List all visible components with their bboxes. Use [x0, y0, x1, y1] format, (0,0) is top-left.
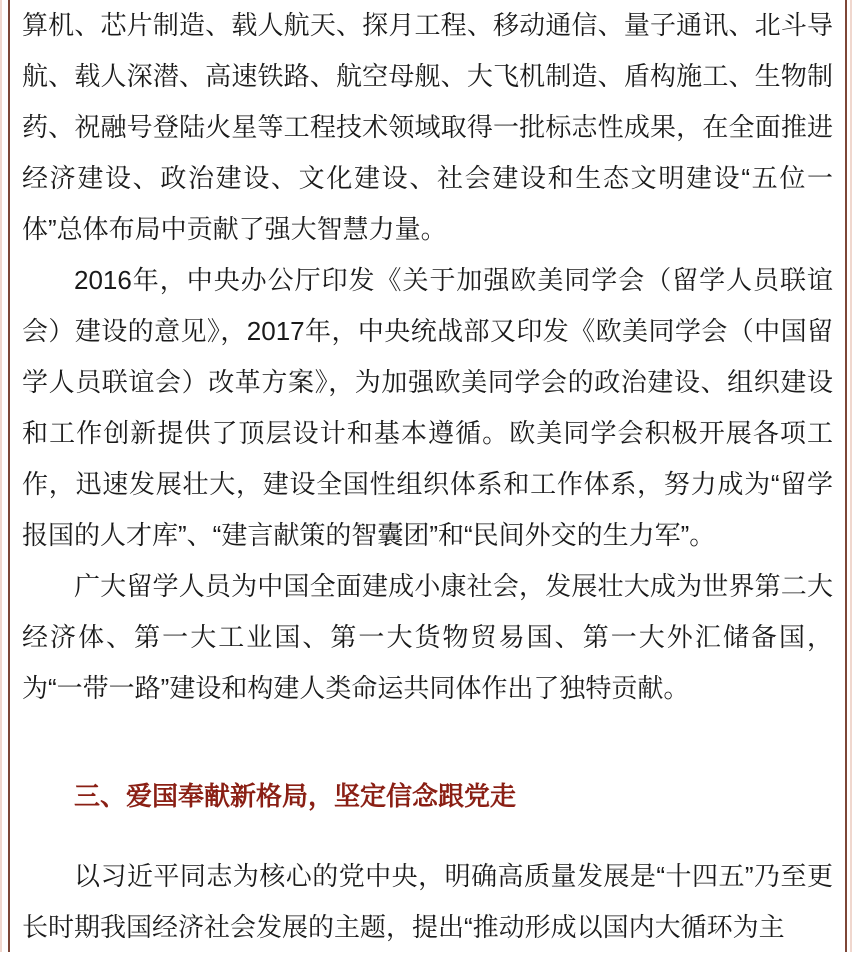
paragraph-contributions: 广大留学人员为中国全面建成小康社会，发展壮大成为世界第二大经济体、第一大工业国、第一大货物贸易国、第一大外汇储备国，为“一带一路”建设和构建人类命运共同体作出了独特贡献。: [22, 571, 833, 703]
section-heading-three: 三、爱国奉献新格局，坚定信念跟党走: [74, 781, 517, 811]
paragraph-documents-2016-2017: 2016年，中央办公厅印发《关于加强欧美同学会（留学人员联谊会）建设的意见》，2017年，中央统战部又印发《欧美同学会（中国留学人员联谊会）改革方案》，为加强欧美同学会的政治建设、组织建设和工作创新提供了顶层设计和基本遵循。欧美同学会积极开展各项工作，迅速发展壮大，建设全国性组织体系和工作体系，努力成为“留学报国的人才库”、“建言献策的智囊团”和“民间外交的生力军”。: [22, 265, 833, 550]
page-edge-tint-left: [0, 0, 2, 952]
article-card: [8, 0, 847, 952]
article-body: [22, 0, 833, 953]
paragraph-achievements: 算机、芯片制造、载人航天、探月工程、移动通信、量子通讯、北斗导航、载人深潜、高速铁路、航空母舰、大飞机制造、盾构施工、生物制药、祝融号登陆火星等工程技术领域取得一批标志性成果，在全面推进经济建设、政治建设、文化建设、社会建设和生态文明建设“五位一体”总体布局中贡献了强大智慧力量。: [22, 10, 833, 244]
paragraph-high-quality-development: 以习近平同志为核心的党中央，明确高质量发展是“十四五”乃至更长时期我国经济社会发展的主题，提出“推动形成以国内大循环为主: [22, 861, 833, 942]
